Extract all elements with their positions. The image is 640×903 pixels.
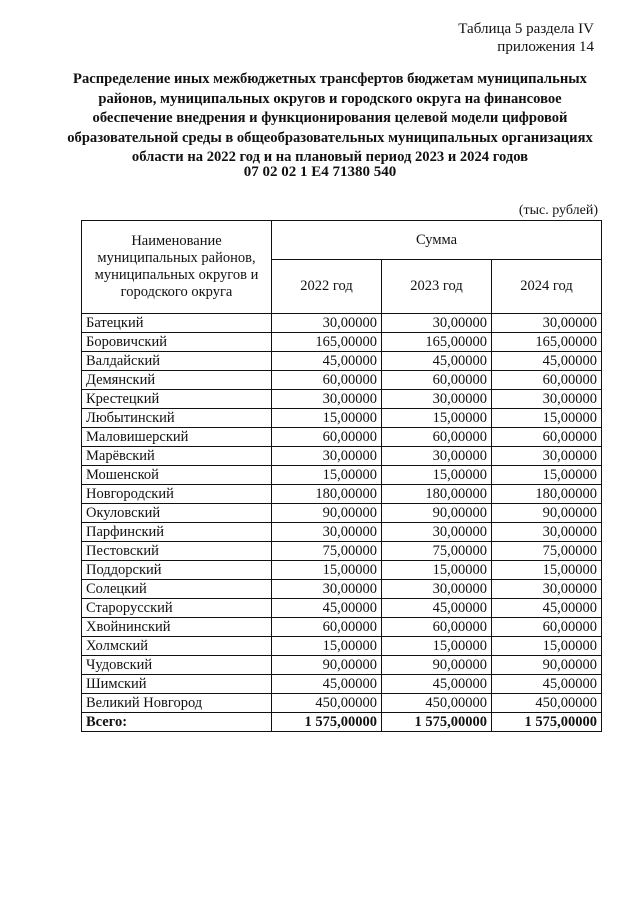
amount-2022: 15,00000 (272, 637, 382, 656)
amount-2024: 60,00000 (492, 428, 602, 447)
budget-code: 07 02 02 1 E4 71380 540 (243, 164, 397, 180)
amount-2023: 90,00000 (382, 504, 492, 523)
amount-2024: 15,00000 (492, 561, 602, 580)
amount-2022: 75,00000 (272, 542, 382, 561)
amount-2024: 15,00000 (492, 409, 602, 428)
document-reference (458, 20, 594, 56)
amount-2022: 30,00000 (272, 390, 382, 409)
table-row (82, 447, 602, 466)
amount-2022: 45,00000 (272, 675, 382, 694)
amount-2023: 45,00000 (382, 599, 492, 618)
amount-2024: 15,00000 (492, 466, 602, 485)
district-name: Мошенской (82, 466, 272, 485)
amount-2023: 30,00000 (382, 447, 492, 466)
district-name: Хвойнинский (82, 618, 272, 637)
amount-2024: 45,00000 (492, 675, 602, 694)
amount-2024: 450,00000 (492, 694, 602, 713)
table-row (82, 390, 602, 409)
amount-2023: 90,00000 (382, 656, 492, 675)
table-row (82, 694, 602, 713)
table-row (82, 675, 602, 694)
amount-2024: 75,00000 (492, 542, 602, 561)
amount-2022: 15,00000 (272, 409, 382, 428)
amount-2022: 60,00000 (272, 428, 382, 447)
document-title: Распределение иных межбюджетных трансфертов бюджетам муниципальных районов, муниципальных округов и городского округа на финансовое обеспечение внедрения и функционирования целевой модели цифровой образовательной среды в общеобразовательных муниципальных организациях области на 2022 год и на плановый период 2023 и 2024 годов (67, 71, 593, 165)
table-row (82, 409, 602, 428)
amount-2023: 45,00000 (382, 675, 492, 694)
amount-2024: 60,00000 (492, 371, 602, 390)
amount-2023: 45,00000 (382, 352, 492, 371)
amount-2022: 180,00000 (272, 485, 382, 504)
district-name: Любытинский (82, 409, 272, 428)
amount-2024: 90,00000 (492, 656, 602, 675)
column-header-2022: 2022 год (272, 260, 382, 314)
table-row (82, 618, 602, 637)
column-header-2023: 2023 год (382, 260, 492, 314)
district-name: Поддорский (82, 561, 272, 580)
amount-2022: 450,00000 (272, 694, 382, 713)
amount-2022: 15,00000 (272, 466, 382, 485)
district-name: Валдайский (82, 352, 272, 371)
amount-2022: 60,00000 (272, 371, 382, 390)
table-row (82, 561, 602, 580)
amount-2024: 165,00000 (492, 333, 602, 352)
amount-2023: 60,00000 (382, 618, 492, 637)
table-row (82, 485, 602, 504)
district-name: Старорусский (82, 599, 272, 618)
total-value-2023: 1 575,00000 (382, 713, 492, 732)
amount-2023: 165,00000 (382, 333, 492, 352)
amount-2024: 30,00000 (492, 523, 602, 542)
amount-2024: 90,00000 (492, 504, 602, 523)
district-name: Парфинский (82, 523, 272, 542)
column-header-sum: Сумма (272, 221, 602, 260)
amount-2023: 15,00000 (382, 409, 492, 428)
district-name: Пестовский (82, 542, 272, 561)
district-name: Маловишерский (82, 428, 272, 447)
amount-2022: 90,00000 (272, 656, 382, 675)
distribution-table (81, 220, 602, 732)
amount-2022: 165,00000 (272, 333, 382, 352)
amount-2023: 15,00000 (382, 466, 492, 485)
amount-2023: 450,00000 (382, 694, 492, 713)
table-total-row (82, 713, 602, 732)
amount-2023: 15,00000 (382, 637, 492, 656)
district-name: Окуловский (82, 504, 272, 523)
amount-2022: 45,00000 (272, 599, 382, 618)
amount-2023: 30,00000 (382, 390, 492, 409)
amount-2024: 15,00000 (492, 637, 602, 656)
table-row (82, 523, 602, 542)
district-name: Чудовский (82, 656, 272, 675)
amount-2022: 90,00000 (272, 504, 382, 523)
district-name: Марёвский (82, 447, 272, 466)
amount-2024: 30,00000 (492, 447, 602, 466)
amount-2024: 180,00000 (492, 485, 602, 504)
table-row (82, 371, 602, 390)
table-row (82, 352, 602, 371)
total-value-2022: 1 575,00000 (272, 713, 382, 732)
amount-2023: 60,00000 (382, 428, 492, 447)
amount-2024: 30,00000 (492, 314, 602, 333)
amount-2024: 45,00000 (492, 599, 602, 618)
amount-2022: 30,00000 (272, 523, 382, 542)
amount-2024: 30,00000 (492, 580, 602, 599)
table-row (82, 314, 602, 333)
amount-2023: 75,00000 (382, 542, 492, 561)
table-row (82, 656, 602, 675)
amount-2022: 30,00000 (272, 580, 382, 599)
table-row (82, 428, 602, 447)
amount-2024: 60,00000 (492, 618, 602, 637)
units-label: (тыс. рублей) (518, 203, 598, 218)
column-header-2024: 2024 год (492, 260, 602, 314)
amount-2023: 15,00000 (382, 561, 492, 580)
table-row (82, 637, 602, 656)
table-row (82, 580, 602, 599)
district-name: Солецкий (82, 580, 272, 599)
amount-2023: 30,00000 (382, 580, 492, 599)
column-header-name: Наименование муниципальных районов, муниципальных округов и городского округа (82, 221, 272, 314)
amount-2024: 30,00000 (492, 390, 602, 409)
table-row (82, 504, 602, 523)
amount-2023: 60,00000 (382, 371, 492, 390)
table-row (82, 542, 602, 561)
reference-line-2: приложения 14 (497, 39, 594, 55)
district-name: Батецкий (82, 314, 272, 333)
amount-2022: 30,00000 (272, 314, 382, 333)
amount-2022: 15,00000 (272, 561, 382, 580)
district-name: Шимский (82, 675, 272, 694)
amount-2023: 30,00000 (382, 523, 492, 542)
amount-2022: 60,00000 (272, 618, 382, 637)
total-value-2024: 1 575,00000 (492, 713, 602, 732)
district-name: Холмский (82, 637, 272, 656)
table-row (82, 599, 602, 618)
district-name: Великий Новгород (82, 694, 272, 713)
amount-2022: 30,00000 (272, 447, 382, 466)
table-body (82, 314, 602, 732)
amount-2024: 45,00000 (492, 352, 602, 371)
table-row (82, 466, 602, 485)
district-name: Новгородский (82, 485, 272, 504)
amount-2023: 30,00000 (382, 314, 492, 333)
reference-line-1: Таблица 5 раздела IV (458, 21, 594, 37)
amount-2022: 45,00000 (272, 352, 382, 371)
district-name: Демянский (82, 371, 272, 390)
district-name: Боровичский (82, 333, 272, 352)
amount-2023: 180,00000 (382, 485, 492, 504)
district-name: Крестецкий (82, 390, 272, 409)
table-row (82, 333, 602, 352)
total-label: Всего: (82, 713, 272, 732)
